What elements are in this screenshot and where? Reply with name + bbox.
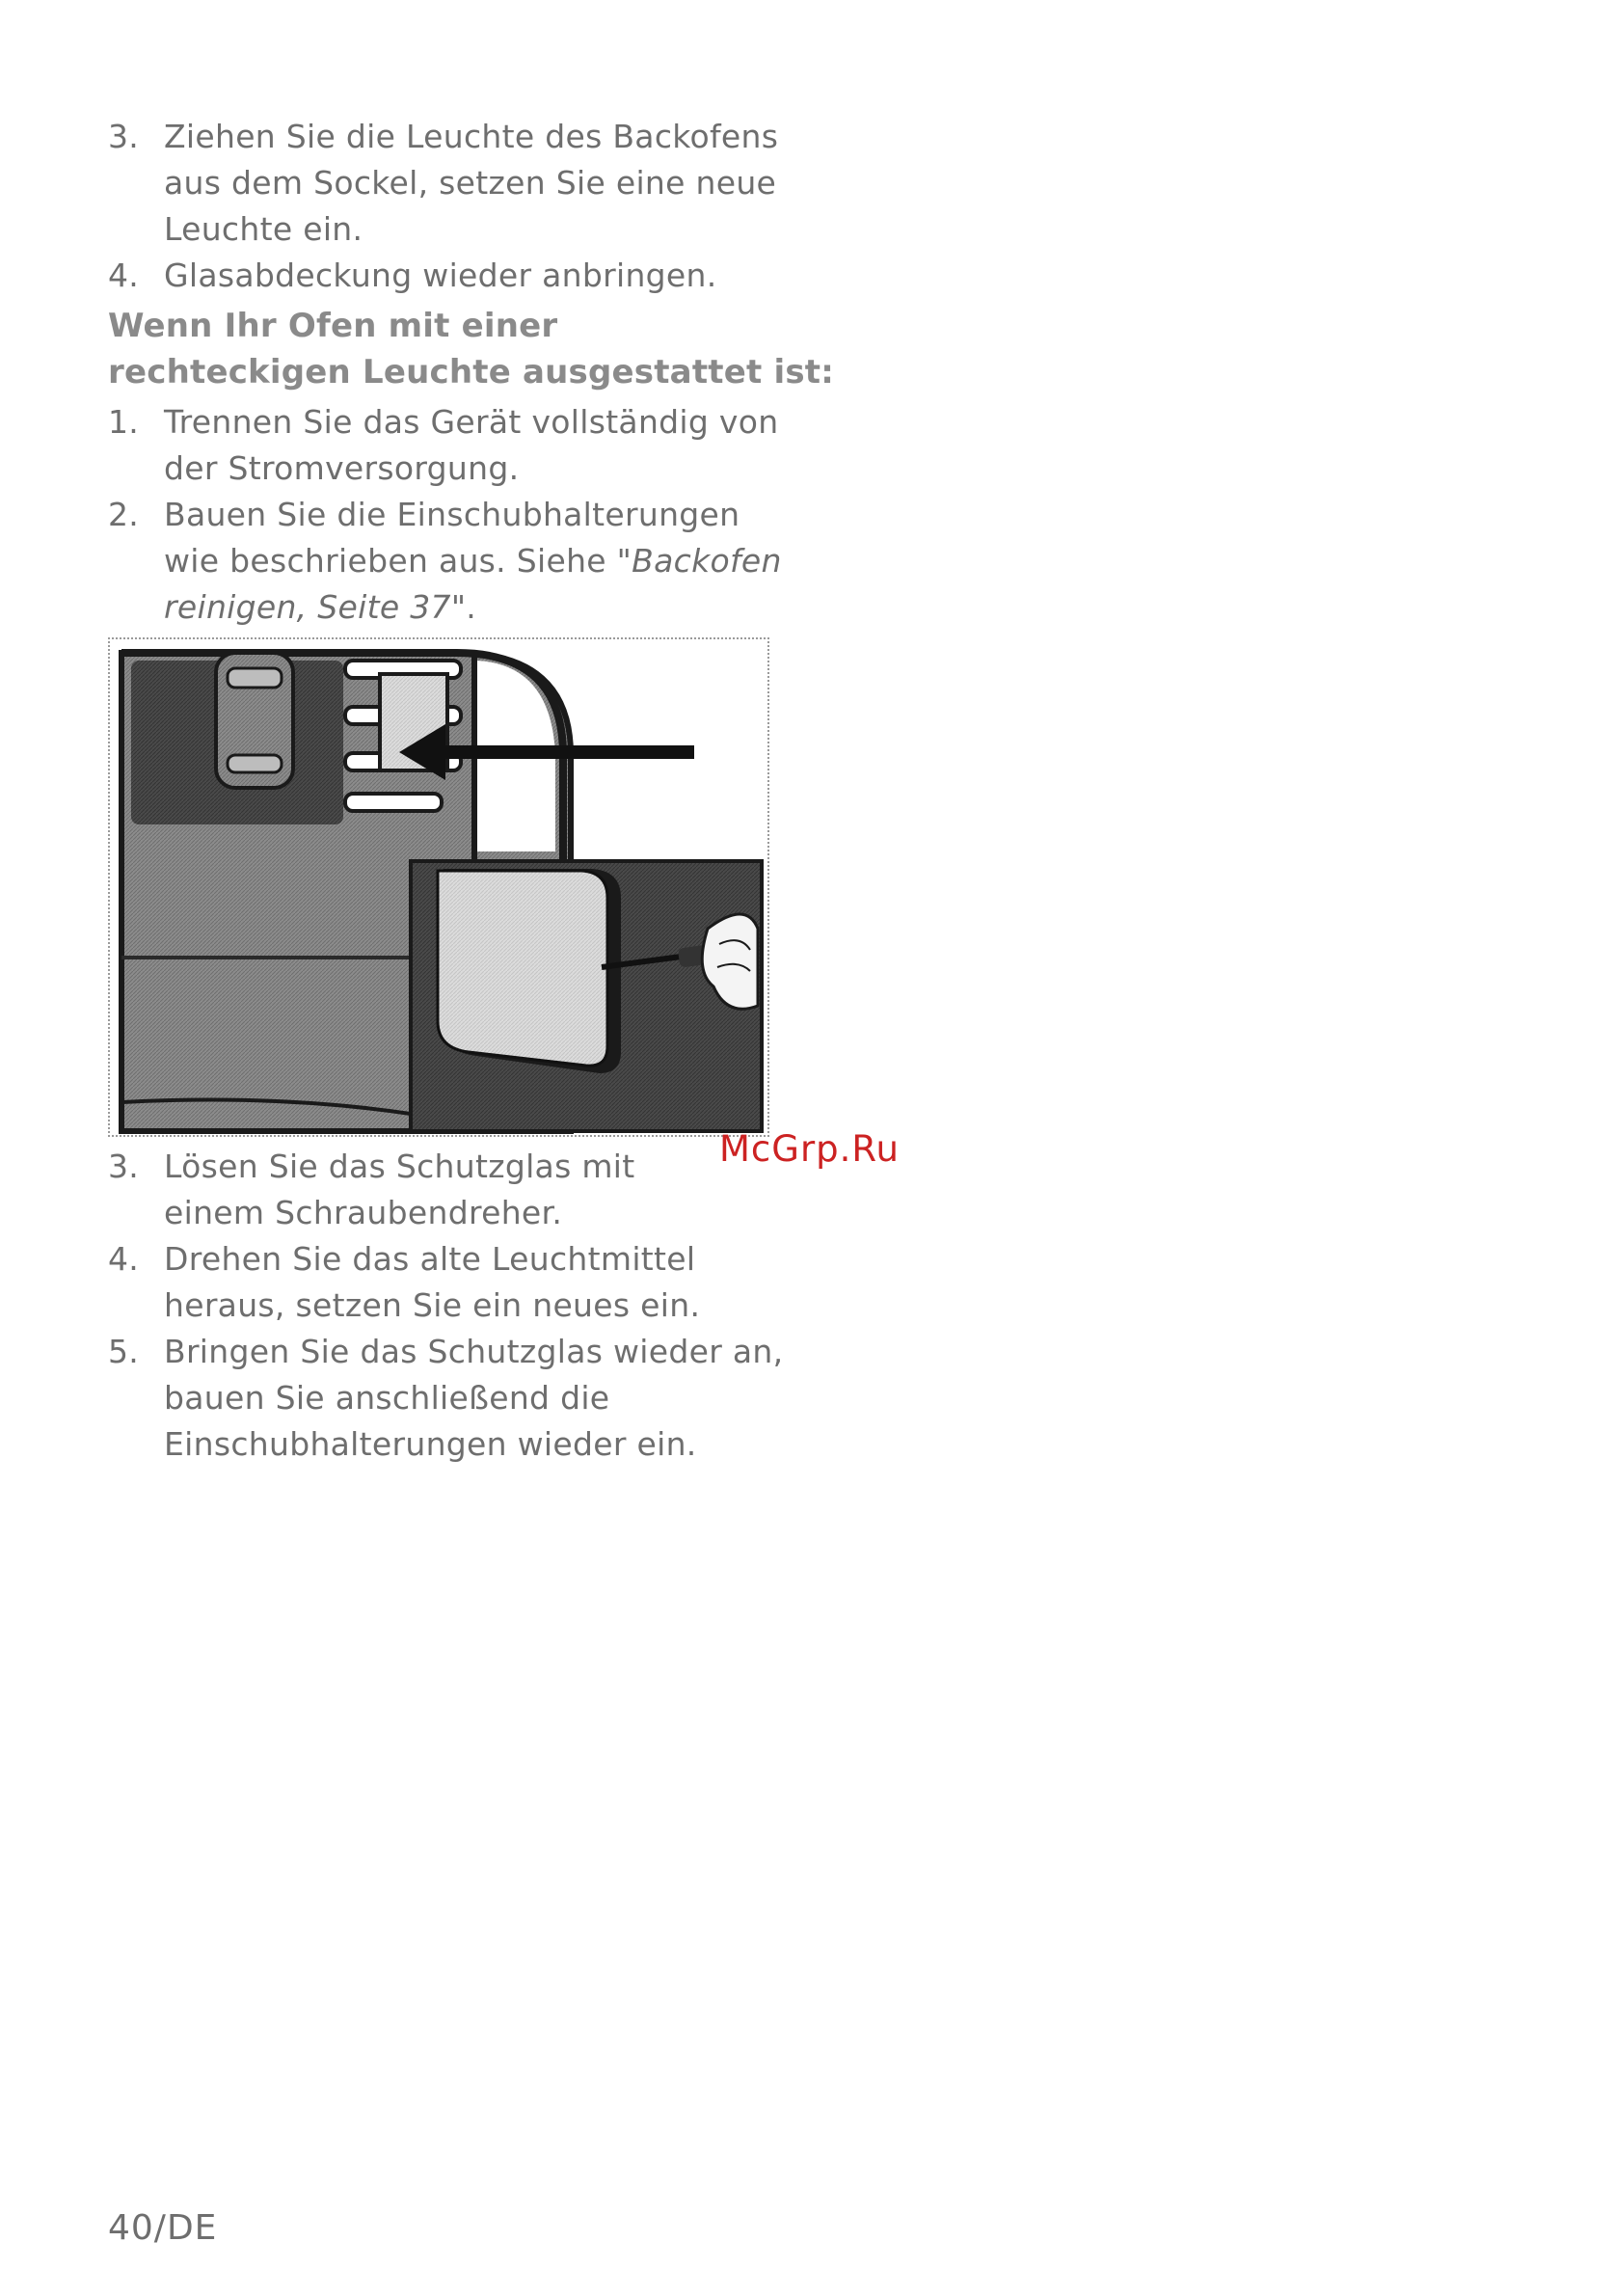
watermark: McGrp.Ru <box>719 1128 900 1170</box>
step-text: Glasabdeckung wieder anbringen. <box>164 257 717 294</box>
step-text <box>164 492 802 631</box>
step-number: 5. <box>108 1333 140 1370</box>
step-number: 3. <box>108 1148 140 1185</box>
step-number: 4. <box>108 257 140 294</box>
inset-detail <box>411 861 762 1131</box>
step-number: 2. <box>108 496 140 533</box>
step-number: 3. <box>108 118 140 155</box>
list-item <box>108 399 802 492</box>
list-item <box>108 1144 802 1236</box>
step-text: Trennen Sie das Gerät vollständig von der Stromversorgung. <box>164 403 779 487</box>
step-text-after: ". <box>450 588 477 626</box>
step-number: 4. <box>108 1240 140 1278</box>
list-item <box>108 253 802 299</box>
step-number: 1. <box>108 403 140 441</box>
list-item <box>108 1329 802 1468</box>
list-item <box>108 492 802 631</box>
list-item <box>108 114 802 253</box>
section-heading-line-1: Wenn Ihr Ofen mit einer <box>108 307 558 345</box>
step-text-before: Bauen Sie die Einschubhalterungen wie beschrieben aus. Siehe " <box>164 496 740 580</box>
step-text: Ziehen Sie die Leuchte des Backofens aus dem Sockel, setzen Sie eine neue Leuchte ein. <box>164 118 779 248</box>
cross-reference-link[interactable]: Backofen reinigen, Seite 37 <box>164 542 782 626</box>
step-text: Lösen Sie das Schutzglas mit einem Schraubendreher. <box>164 1148 635 1231</box>
illustration-svg <box>110 639 767 1135</box>
oven-lamp-illustration <box>108 637 769 1137</box>
page-number: 40/DE <box>108 2208 218 2248</box>
section-heading-line-2: rechteckigen Leuchte ausgestattet ist: <box>108 353 835 392</box>
step-text: Bringen Sie das Schutzglas wieder an, bauen Sie anschließend die Einschubhalterungen wieder ein. <box>164 1333 784 1463</box>
step-text: Drehen Sie das alte Leuchtmittel heraus, setzen Sie ein neues ein. <box>164 1240 701 1324</box>
list-item <box>108 1236 802 1329</box>
